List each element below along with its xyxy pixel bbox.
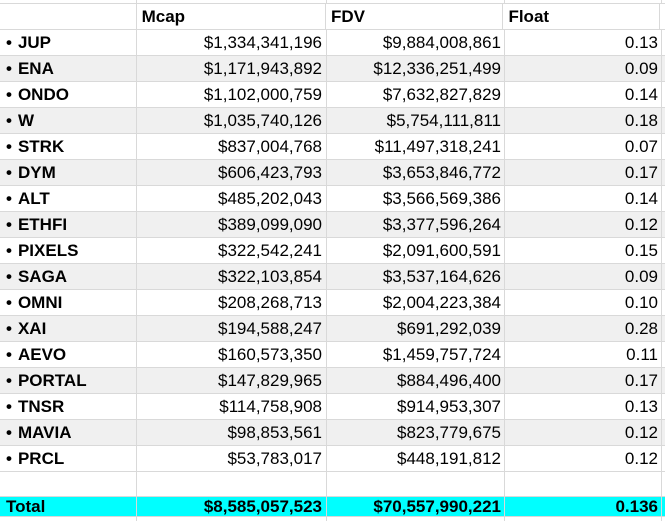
table-row-omni — [0, 290, 665, 316]
cell-fdv[interactable]: $691,292,039 — [327, 316, 505, 342]
cell-fdv[interactable]: $5,754,111,811 — [327, 108, 505, 134]
column-header-float[interactable]: Float — [503, 4, 660, 30]
ticker-label: SAGA — [17, 267, 68, 286]
cell-ticker[interactable] — [0, 82, 137, 108]
ticker-label: PIXELS — [17, 241, 79, 260]
spacer-cell — [505, 517, 662, 521]
cell-float[interactable]: 0.18 — [505, 108, 662, 134]
cell-fdv[interactable]: $823,779,675 — [327, 420, 505, 446]
cell-ticker[interactable] — [0, 264, 137, 290]
cell-ticker[interactable] — [0, 238, 137, 264]
bullet-icon: • — [6, 241, 12, 260]
cell-float[interactable]: 0.15 — [505, 238, 662, 264]
ticker-label: ALT — [17, 189, 50, 208]
cell-fdv[interactable]: $448,191,812 — [327, 446, 505, 472]
table-row-ethfi — [0, 212, 665, 238]
bullet-icon: • — [6, 189, 12, 208]
bullet-icon: • — [6, 319, 12, 338]
ticker-label: MAVIA — [17, 423, 72, 442]
ticker-label: PRCL — [17, 449, 65, 468]
cell-mcap[interactable]: $322,103,854 — [137, 264, 327, 290]
cell-ticker[interactable] — [0, 316, 137, 342]
bullet-icon: • — [6, 137, 12, 156]
table-row-mavia — [0, 420, 665, 446]
bullet-icon: • — [6, 163, 12, 182]
bullet-icon: • — [6, 423, 12, 442]
spacer-cell — [327, 517, 505, 521]
ticker-label: OMNI — [17, 293, 63, 312]
cell-mcap[interactable]: $114,758,908 — [137, 394, 327, 420]
cell-float[interactable]: 0.11 — [505, 342, 662, 368]
cell-fdv[interactable]: $12,336,251,499 — [327, 56, 505, 82]
cell-mcap[interactable]: $1,171,943,892 — [137, 56, 327, 82]
empty-cell[interactable] — [505, 472, 662, 497]
cell-mcap[interactable]: $1,102,000,759 — [137, 82, 327, 108]
bullet-icon: • — [6, 267, 12, 286]
empty-cell[interactable] — [137, 472, 327, 497]
table-row-jup — [0, 30, 665, 56]
ticker-label: ONDO — [17, 85, 69, 104]
cell-mcap[interactable]: $160,573,350 — [137, 342, 327, 368]
cell-fdv[interactable]: $3,566,569,386 — [327, 186, 505, 212]
cell-mcap[interactable]: $606,423,793 — [137, 160, 327, 186]
ticker-label: TNSR — [17, 397, 65, 416]
bullet-icon: • — [6, 397, 12, 416]
cell-mcap[interactable]: $837,004,768 — [137, 134, 327, 160]
cell-float[interactable]: 0.09 — [505, 264, 662, 290]
cell-fdv[interactable]: $2,091,600,591 — [327, 238, 505, 264]
cell-mcap[interactable]: $322,542,241 — [137, 238, 327, 264]
cell-ticker[interactable] — [0, 56, 137, 82]
cell-fdv[interactable]: $3,377,596,264 — [327, 212, 505, 238]
cell-fdv[interactable]: $914,953,307 — [327, 394, 505, 420]
total-row — [0, 497, 665, 517]
cell-fdv[interactable]: $3,653,846,772 — [327, 160, 505, 186]
bullet-icon: • — [6, 215, 12, 234]
cell-float[interactable]: 0.17 — [505, 368, 662, 394]
bullet-icon: • — [6, 111, 12, 130]
table-row-xai — [0, 316, 665, 342]
cell-ticker[interactable] — [0, 186, 137, 212]
cell-float[interactable]: 0.13 — [505, 394, 662, 420]
table-row-strk — [0, 134, 665, 160]
spacer-cell — [0, 517, 137, 521]
total-mcap-cell[interactable]: $8,585,057,523 — [137, 497, 327, 517]
cell-ticker[interactable] — [0, 108, 137, 134]
cell-mcap[interactable]: $485,202,043 — [137, 186, 327, 212]
cell-fdv[interactable]: $3,537,164,626 — [327, 264, 505, 290]
table-row-ena — [0, 56, 665, 82]
cell-fdv[interactable]: $7,632,827,829 — [327, 82, 505, 108]
total-fdv-cell[interactable]: $70,557,990,221 — [327, 497, 505, 517]
cell-float[interactable]: 0.17 — [505, 160, 662, 186]
cell-fdv[interactable]: $2,004,223,384 — [327, 290, 505, 316]
cell-float[interactable]: 0.12 — [505, 446, 662, 472]
cell-float[interactable]: 0.07 — [505, 134, 662, 160]
bullet-icon: • — [6, 293, 12, 312]
cell-fdv[interactable]: $9,884,008,861 — [327, 30, 505, 56]
empty-cell[interactable] — [0, 472, 137, 497]
column-header-fdv[interactable]: FDV — [326, 4, 503, 30]
cell-ticker[interactable] — [0, 30, 137, 56]
cell-ticker[interactable] — [0, 160, 137, 186]
table-row-pixels — [0, 238, 665, 264]
cell-mcap[interactable]: $53,783,017 — [137, 446, 327, 472]
cell-float[interactable]: 0.09 — [505, 56, 662, 82]
cell-mcap[interactable]: $194,588,247 — [137, 316, 327, 342]
cell-mcap[interactable]: $389,099,090 — [137, 212, 327, 238]
cell-float[interactable]: 0.10 — [505, 290, 662, 316]
total-float-cell[interactable]: 0.136 — [505, 497, 662, 517]
cell-mcap[interactable]: $147,829,965 — [137, 368, 327, 394]
cell-ticker[interactable] — [0, 368, 137, 394]
ticker-label: XAI — [17, 319, 47, 338]
cell-fdv[interactable]: $884,496,400 — [327, 368, 505, 394]
spacer-cell — [137, 517, 327, 521]
ticker-label: PORTAL — [17, 371, 87, 390]
table-row-w — [0, 108, 665, 134]
table-row-prcl — [0, 446, 665, 472]
column-header-mcap[interactable]: Mcap — [137, 4, 326, 30]
column-header-ticker[interactable] — [0, 4, 137, 30]
cell-mcap[interactable]: $1,035,740,126 — [137, 108, 327, 134]
cell-ticker[interactable] — [0, 446, 137, 472]
empty-cell[interactable] — [327, 472, 505, 497]
cell-ticker[interactable] — [0, 134, 137, 160]
cell-float[interactable]: 0.12 — [505, 420, 662, 446]
bullet-icon: • — [6, 59, 12, 78]
cell-mcap[interactable]: $208,268,713 — [137, 290, 327, 316]
bullet-icon: • — [6, 85, 12, 104]
bullet-icon: • — [6, 345, 12, 364]
ticker-label: ENA — [17, 59, 54, 78]
total-label-cell[interactable]: Total — [0, 497, 137, 517]
cell-ticker[interactable] — [0, 212, 137, 238]
cell-float[interactable]: 0.14 — [505, 186, 662, 212]
table-row-ondo — [0, 82, 665, 108]
ticker-label: AEVO — [17, 345, 67, 364]
table-row-tnsr — [0, 394, 665, 420]
cell-float[interactable]: 0.12 — [505, 212, 662, 238]
table-row-portal — [0, 368, 665, 394]
cell-ticker[interactable] — [0, 290, 137, 316]
cell-ticker[interactable] — [0, 342, 137, 368]
cell-float[interactable]: 0.14 — [505, 82, 662, 108]
table-row-saga — [0, 264, 665, 290]
cell-mcap[interactable]: $98,853,561 — [137, 420, 327, 446]
empty-row — [0, 472, 665, 497]
ticker-label: DYM — [17, 163, 56, 182]
cell-ticker[interactable] — [0, 394, 137, 420]
partial-row-below — [0, 517, 665, 521]
cell-float[interactable]: 0.28 — [505, 316, 662, 342]
ticker-label: JUP — [17, 33, 52, 52]
ticker-label: W — [17, 111, 34, 130]
table-row-aevo — [0, 342, 665, 368]
cell-ticker[interactable] — [0, 420, 137, 446]
header-row — [0, 4, 665, 30]
bullet-icon: • — [6, 371, 12, 390]
cell-fdv[interactable]: $11,497,318,241 — [327, 134, 505, 160]
bullet-icon: • — [6, 449, 12, 468]
cell-fdv[interactable]: $1,459,757,724 — [327, 342, 505, 368]
table-row-dym — [0, 160, 665, 186]
ticker-label: STRK — [17, 137, 65, 156]
table-row-alt — [0, 186, 665, 212]
ticker-label: ETHFI — [17, 215, 68, 234]
cell-mcap[interactable]: $1,334,341,196 — [137, 30, 327, 56]
cell-float[interactable]: 0.13 — [505, 30, 662, 56]
bullet-icon: • — [6, 33, 12, 52]
spacer-cell — [660, 4, 665, 30]
